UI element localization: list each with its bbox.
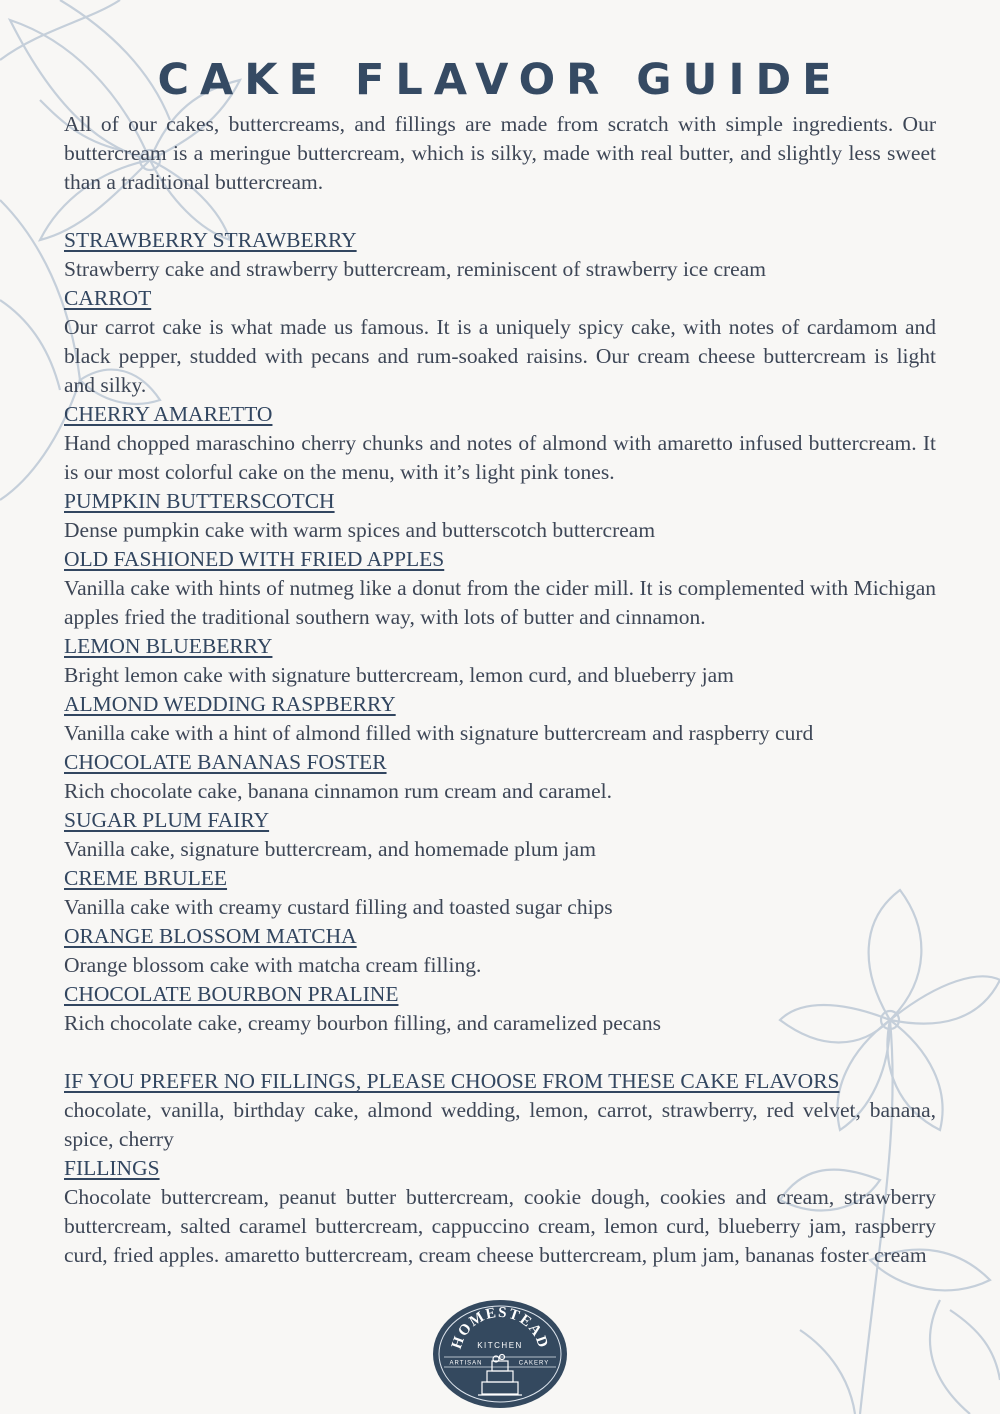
logo-tag-right: CAKERY	[518, 1360, 550, 1367]
flavor-heading: CHOCOLATE BOURBON PRALINE	[64, 982, 399, 1006]
flavor-description: Dense pumpkin cake with warm spices and butterscotch buttercream	[64, 518, 656, 542]
fillings-list: Chocolate buttercream, peanut butter buttercream, cookie dough, cookies and cream, strawberry buttercream, salted caramel buttercream, cappuccino cream, lemon curd, blueberry jam, raspberry curd, fried apples. amaretto buttercream, cream cheese buttercream, plum jam, bananas foster cream	[64, 1185, 936, 1267]
spacer	[64, 197, 936, 226]
flavor-item	[64, 806, 936, 864]
flavor-heading: STRAWBERRY STRAWBERRY	[64, 228, 357, 252]
homestead-kitchen-logo	[432, 1299, 568, 1409]
flavor-item	[64, 545, 936, 632]
flavor-item	[64, 284, 936, 400]
flavor-description: Vanilla cake with creamy custard filling and toasted sugar chips	[64, 895, 613, 919]
flavor-heading: LEMON BLUEBERRY	[64, 634, 273, 658]
flavor-heading: OLD FASHIONED WITH FRIED APPLES	[64, 547, 445, 571]
flavor-heading: CREME BRULEE	[64, 866, 228, 890]
flavor-item	[64, 400, 936, 487]
flavor-guide-page	[64, 54, 936, 1270]
flavor-item	[64, 632, 936, 690]
flavor-description: Our carrot cake is what made us famous. It is a uniquely spicy cake, with notes of cardamom and black pepper, studded with pecans and rum-soaked raisins. Our cream cheese buttercream is light and silky.	[64, 315, 936, 397]
no-fillings-list: chocolate, vanilla, birthday cake, almond wedding, lemon, carrot, strawberry, red velvet, banana, spice, cherry	[64, 1098, 936, 1151]
flavor-item	[64, 922, 936, 980]
flavor-heading: SUGAR PLUM FAIRY	[64, 808, 270, 832]
flavor-heading: CARROT	[64, 286, 152, 310]
page-title: CAKE FLAVOR GUIDE	[157, 55, 843, 105]
flavor-item	[64, 226, 936, 284]
flavor-heading: PUMPKIN BUTTERSCOTCH	[64, 489, 335, 513]
flavor-description: Hand chopped maraschino cherry chunks and notes of almond with amaretto infused buttercream. It is our most colorful cake on the menu, with it’s light pink tones.	[64, 431, 936, 484]
fillings-heading: FILLINGS	[64, 1156, 160, 1180]
flavor-list	[64, 226, 936, 1038]
flavor-item	[64, 487, 936, 545]
spacer	[64, 1038, 936, 1067]
flavor-heading: CHERRY AMARETTO	[64, 402, 273, 426]
flavor-description: Vanilla cake with hints of nutmeg like a donut from the cider mill. It is complemented with Michigan apples fried the traditional southern way, with lots of butter and cinnamon.	[64, 576, 936, 629]
flavor-description: Bright lemon cake with signature buttercream, lemon curd, and blueberry jam	[64, 663, 734, 687]
flavor-item	[64, 864, 936, 922]
flavor-item	[64, 748, 936, 806]
logo-name-line2: KITCHEN	[477, 1341, 523, 1350]
fillings-section	[64, 1154, 936, 1270]
flavor-item	[64, 980, 936, 1038]
flavor-item	[64, 690, 936, 748]
flavor-description: Orange blossom cake with matcha cream filling.	[64, 953, 482, 977]
flavor-description: Rich chocolate cake, creamy bourbon filling, and caramelized pecans	[64, 1011, 661, 1035]
intro-paragraph: All of our cakes, buttercreams, and fillings are made from scratch with simple ingredients. Our buttercream is a meringue buttercream, which is silky, made with real butter, and slightly less sweet than a traditional buttercream.	[64, 112, 936, 194]
flavor-description: Strawberry cake and strawberry buttercream, reminiscent of strawberry ice cream	[64, 257, 766, 281]
flavor-heading: CHOCOLATE BANANAS FOSTER	[64, 750, 387, 774]
logo-tag-left: ARTISAN	[449, 1360, 483, 1367]
flavor-heading: ORANGE BLOSSOM MATCHA	[64, 924, 357, 948]
no-fillings-section	[64, 1067, 936, 1154]
flavor-description: Vanilla cake, signature buttercream, and homemade plum jam	[64, 837, 596, 861]
flavor-description: Vanilla cake with a hint of almond filled with signature buttercream and raspberry curd	[64, 721, 814, 745]
no-fillings-heading: IF YOU PREFER NO FILLINGS, PLEASE CHOOSE FROM THESE CAKE FLAVORS	[64, 1069, 840, 1093]
flavor-description: Rich chocolate cake, banana cinnamon rum cream and caramel.	[64, 779, 612, 803]
flavor-heading: ALMOND WEDDING RASPBERRY	[64, 692, 396, 716]
logo-name-line1: HOMESTEAD	[448, 1304, 552, 1352]
